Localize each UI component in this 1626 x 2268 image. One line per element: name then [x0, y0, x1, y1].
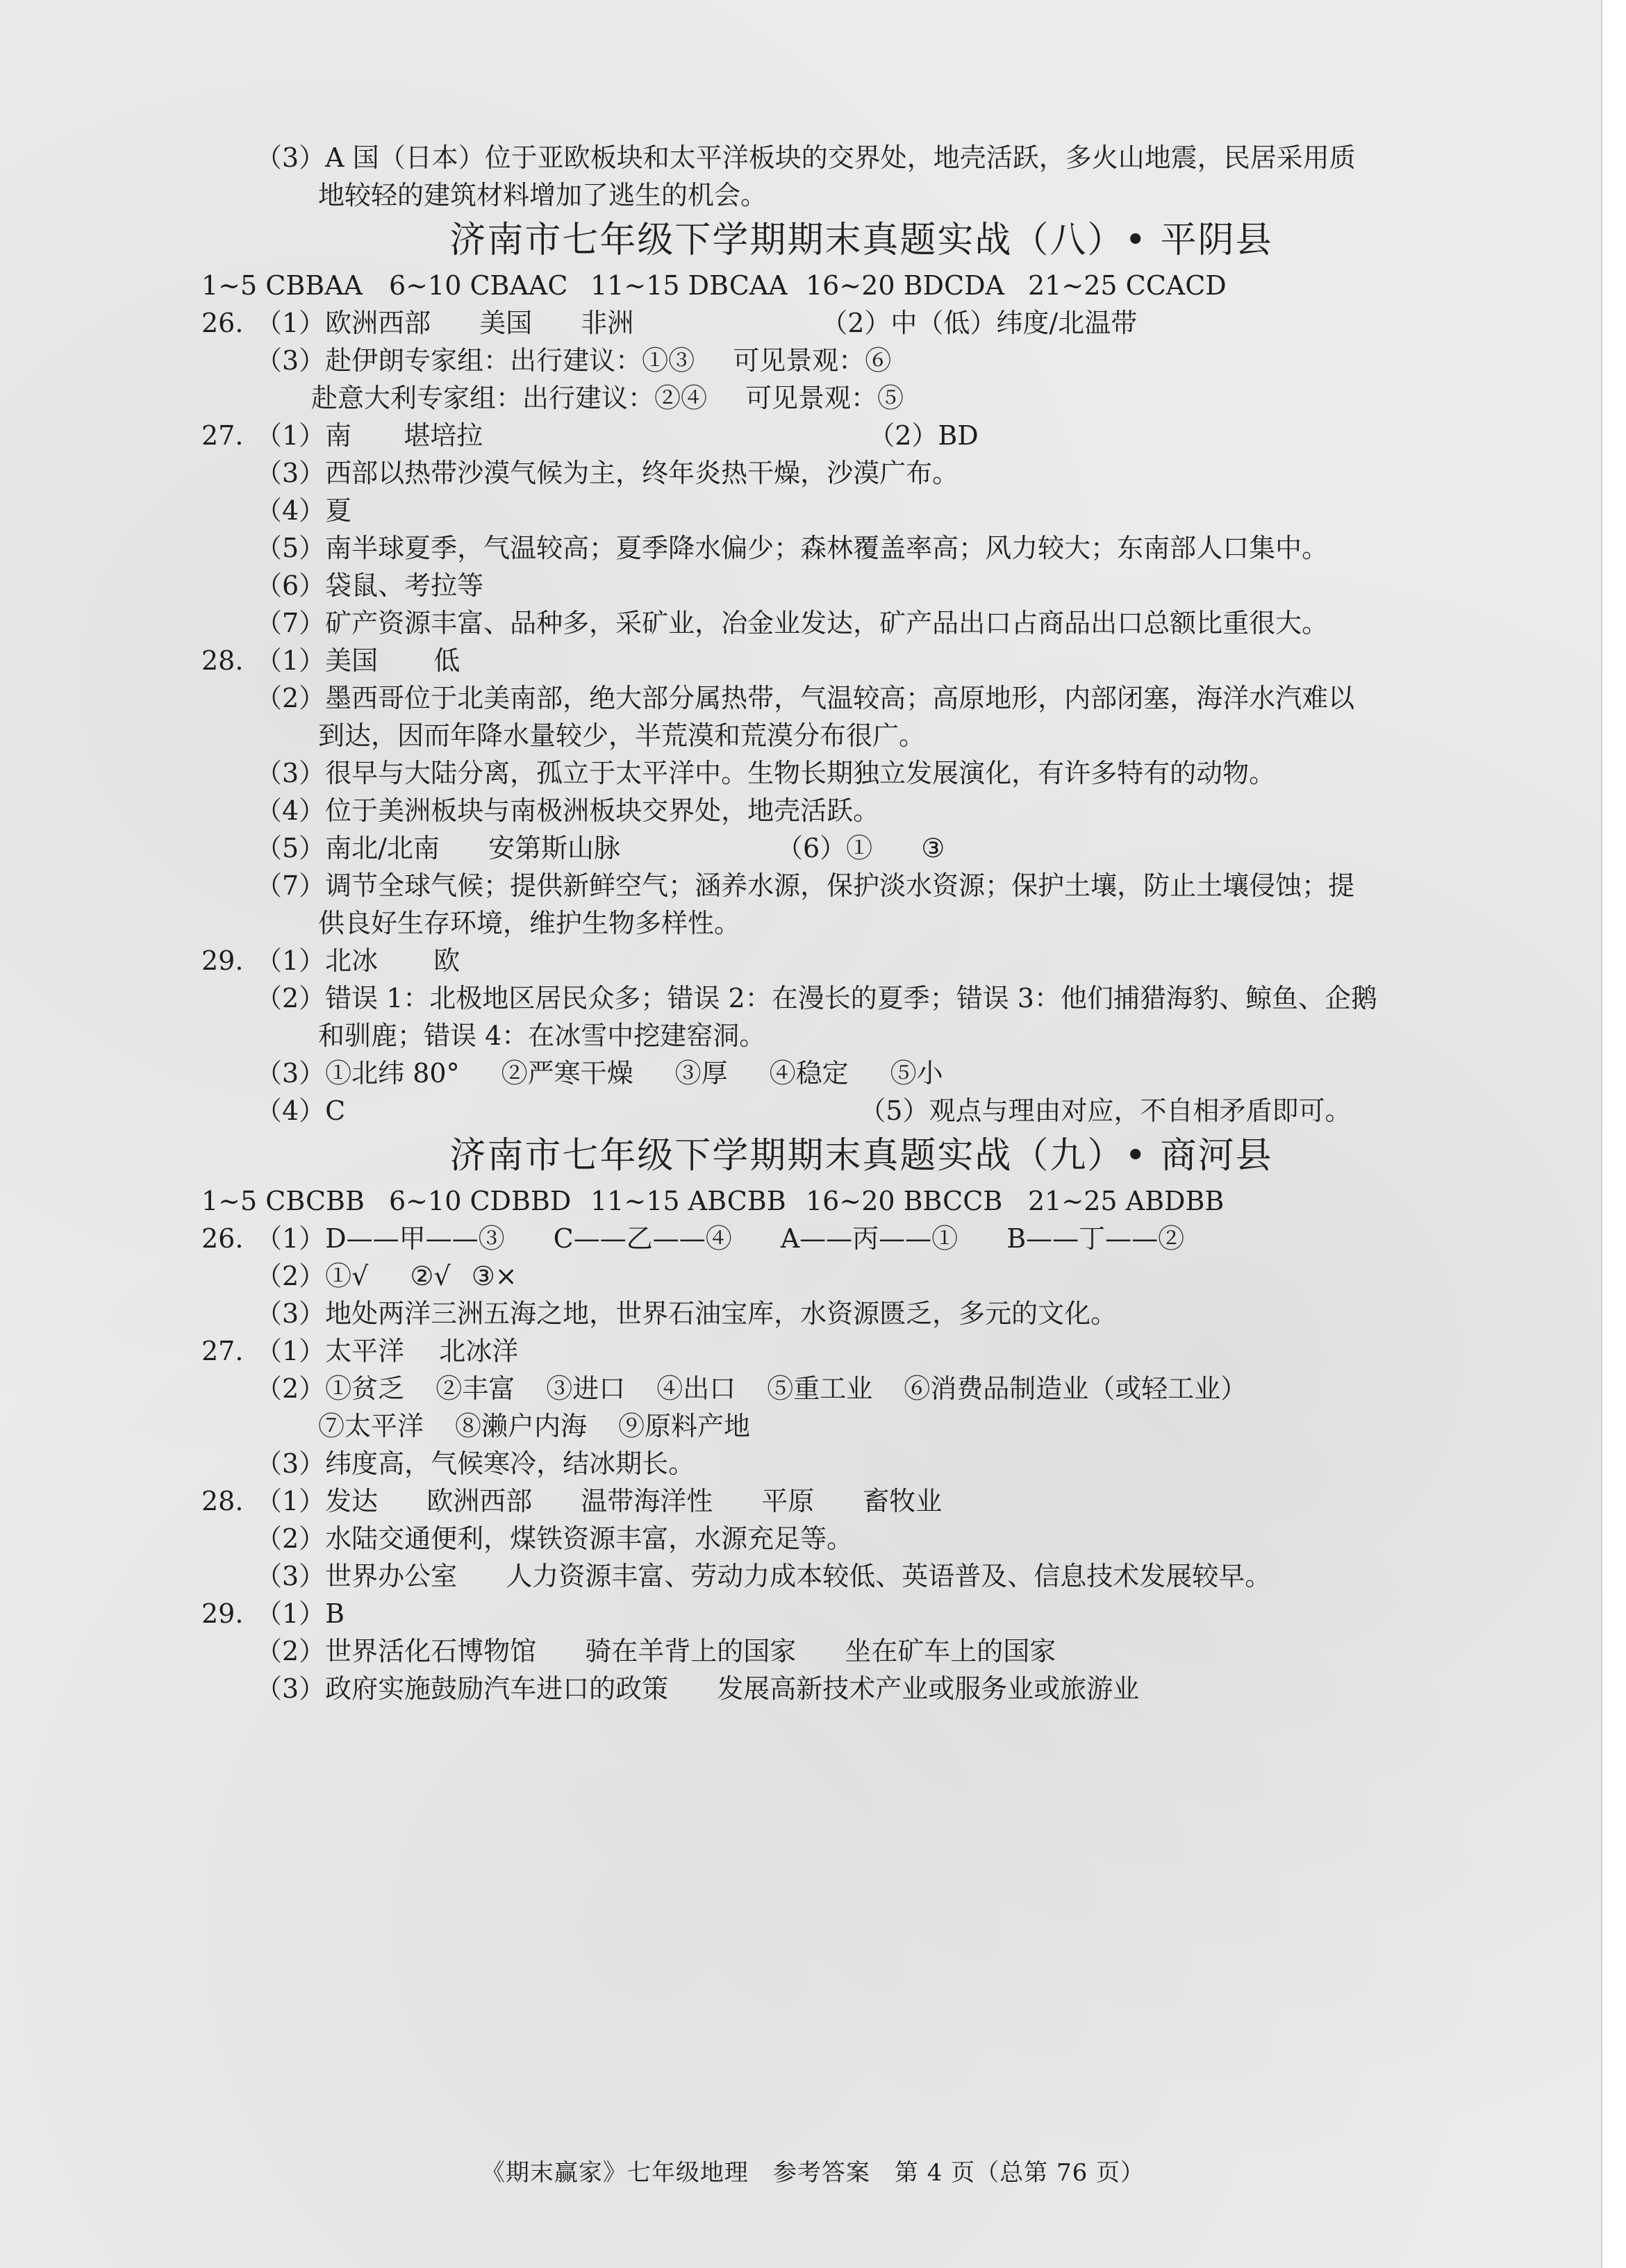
- answer-line: （2）①√ ②√ ③×: [256, 1261, 517, 1291]
- key-group: 1~5 CBCBB: [201, 1186, 365, 1216]
- answer-line: 29. （1）B: [201, 1595, 1466, 1632]
- answer-line: （6）袋鼠、考拉等: [256, 570, 484, 601]
- answer-line: 赴意大利专家组：出行建议：②④ 可见景观：⑤: [311, 383, 904, 413]
- answer-line: （7）矿产资源丰富、品种多，采矿业，冶金业发达，矿产品出口占商品出口总额比重很大。: [256, 608, 1329, 638]
- answer-line: （5）南半球夏季，气温较高；夏季降水偏少；森林覆盖率高；风力较大；东南部人口集中。: [256, 533, 1329, 563]
- answer-line: 29. （1）北冰 欧: [201, 942, 1466, 979]
- answer-line: （3）赴伊朗专家组：出行建议：①③ 可见景观：⑥: [256, 345, 892, 376]
- answer-line: （4）夏: [256, 495, 352, 526]
- answer-line: （3）地处两洋三洲五海之地，世界石油宝库，水资源匮乏，多元的文化。: [256, 1298, 1118, 1329]
- answer-keys: [201, 267, 1466, 304]
- question-number: 29.: [201, 945, 244, 976]
- page-edge: [1601, 0, 1626, 2268]
- answer-line: （2）水陆交通便利，煤铁资源丰富，水源充足等。: [256, 1523, 854, 1554]
- key-group: 16~20 BDCDA: [806, 270, 1005, 301]
- key-group: 21~25 ABDBB: [1028, 1186, 1225, 1216]
- key-group: 16~20 BBCCB: [806, 1186, 1003, 1216]
- key-group: 11~15 ABCBB: [590, 1186, 786, 1216]
- answer-line: 26. （1）欧洲西部 美国 非洲 （2）中（低）纬度/北温带: [201, 304, 1466, 342]
- key-group: 6~10 CBAAC: [389, 270, 568, 301]
- answer-line: （3）世界办公室 人力资源丰富、劳动力成本较低、英语普及、信息技术发展较早。: [256, 1561, 1272, 1591]
- answer-line: 28. （1）美国 低: [201, 642, 1466, 679]
- answer-line: （4）C （5）观点与理由对应，不自相矛盾即可。: [256, 1095, 1352, 1126]
- question-number: 28.: [201, 1486, 244, 1516]
- answer-line: （3）政府实施鼓励汽车进口的政策 发展高新技术产业或服务业或旅游业: [256, 1673, 1140, 1704]
- answer-line: 和驯鹿；错误 4：在冰雪中挖建窑洞。: [318, 1020, 766, 1051]
- answer-line: （7）调节全球气候；提供新鲜空气；涵养水源，保护淡水资源；保护土壤，防止土壤侵蚀；提: [256, 870, 1355, 901]
- answer-line: （3）很早与大陆分离，孤立于太平洋中。生物长期独立发展演化，有许多特有的动物。: [256, 758, 1276, 788]
- question-number: 27.: [201, 420, 244, 451]
- answer-line: ⑦太平洋 ⑧濑户内海 ⑨原料产地: [318, 1411, 751, 1441]
- answer-content: [201, 139, 1466, 1707]
- answer-line: （4）位于美洲板块与南极洲板块交界处，地壳活跃。: [256, 795, 880, 826]
- key-group: 6~10 CDBBD: [389, 1186, 572, 1216]
- page-footer: 《期末赢家》七年级地理 参考答案 第 4 页（总第 76 页）: [481, 2159, 1145, 2187]
- answer-line: 27. （1）太平洋 北冰洋: [201, 1332, 1466, 1370]
- question-number: 26.: [201, 308, 244, 338]
- answer-line: （2）错误 1：北极地区居民众多；错误 2：在漫长的夏季；错误 3：他们捕猎海豹、鲸鱼、企鹅: [256, 983, 1377, 1013]
- answer-keys: [201, 1182, 1466, 1220]
- key-group: 11~15 DBCAA: [590, 270, 788, 301]
- answer-line: 供良好生存环境，维护生物多样性。: [318, 908, 741, 938]
- answer-line: （3）纬度高，气候寒冷，结冰期长。: [256, 1448, 695, 1479]
- answer-line: 28. （1）发达 欧洲西部 温带海洋性 平原 畜牧业: [201, 1482, 1466, 1520]
- answer-line: （3）西部以热带沙漠气候为主，终年炎热干燥，沙漠广布。: [256, 458, 959, 488]
- key-group: 21~25 CCACD: [1028, 270, 1227, 301]
- question-number: 26.: [201, 1223, 244, 1254]
- answer-line: （2）①贫乏 ②丰富 ③进口 ④出口 ⑤重工业 ⑥消费品制造业（或轻工业）: [256, 1373, 1247, 1404]
- answer-line: 到达，因而年降水量较少，半荒漠和荒漠分布很广。: [318, 720, 926, 751]
- question-number: 28.: [201, 645, 244, 676]
- answer-line: 26. （1）D——甲——③ C——乙——④ A——丙——① B——丁——②: [201, 1220, 1466, 1257]
- key-group: 1~5 CBBAA: [201, 270, 363, 301]
- question-number: 27.: [201, 1336, 244, 1366]
- answer-line: 27. （1）南 堪培拉 （2）BD: [201, 417, 1466, 454]
- intro-line: 地较轻的建筑材料增加了逃生的机会。: [318, 180, 768, 210]
- intro-line: （3）A 国（日本）位于亚欧板块和太平洋板块的交界处，地壳活跃，多火山地震，民居采用质: [256, 142, 1356, 173]
- answer-line: （2）墨西哥位于北美南部，绝大部分属热带，气温较高；高原地形，内部闭塞，海洋水汽难以: [256, 683, 1355, 713]
- question-number: 29.: [201, 1598, 244, 1629]
- answer-line: （3）①北纬 80° ②严寒干燥 ③厚 ④稳定 ⑤小: [256, 1058, 943, 1089]
- section-title: 济南市七年级下学期期末真题实战（九）• 商河县: [449, 1135, 1273, 1177]
- answer-line: （5）南北/北南 安第斯山脉 （6）① ③: [256, 833, 945, 863]
- section-title: 济南市七年级下学期期末真题实战（八）• 平阴县: [449, 220, 1273, 261]
- answer-line: （2）世界活化石博物馆 骑在羊背上的国家 坐在矿车上的国家: [256, 1636, 1056, 1666]
